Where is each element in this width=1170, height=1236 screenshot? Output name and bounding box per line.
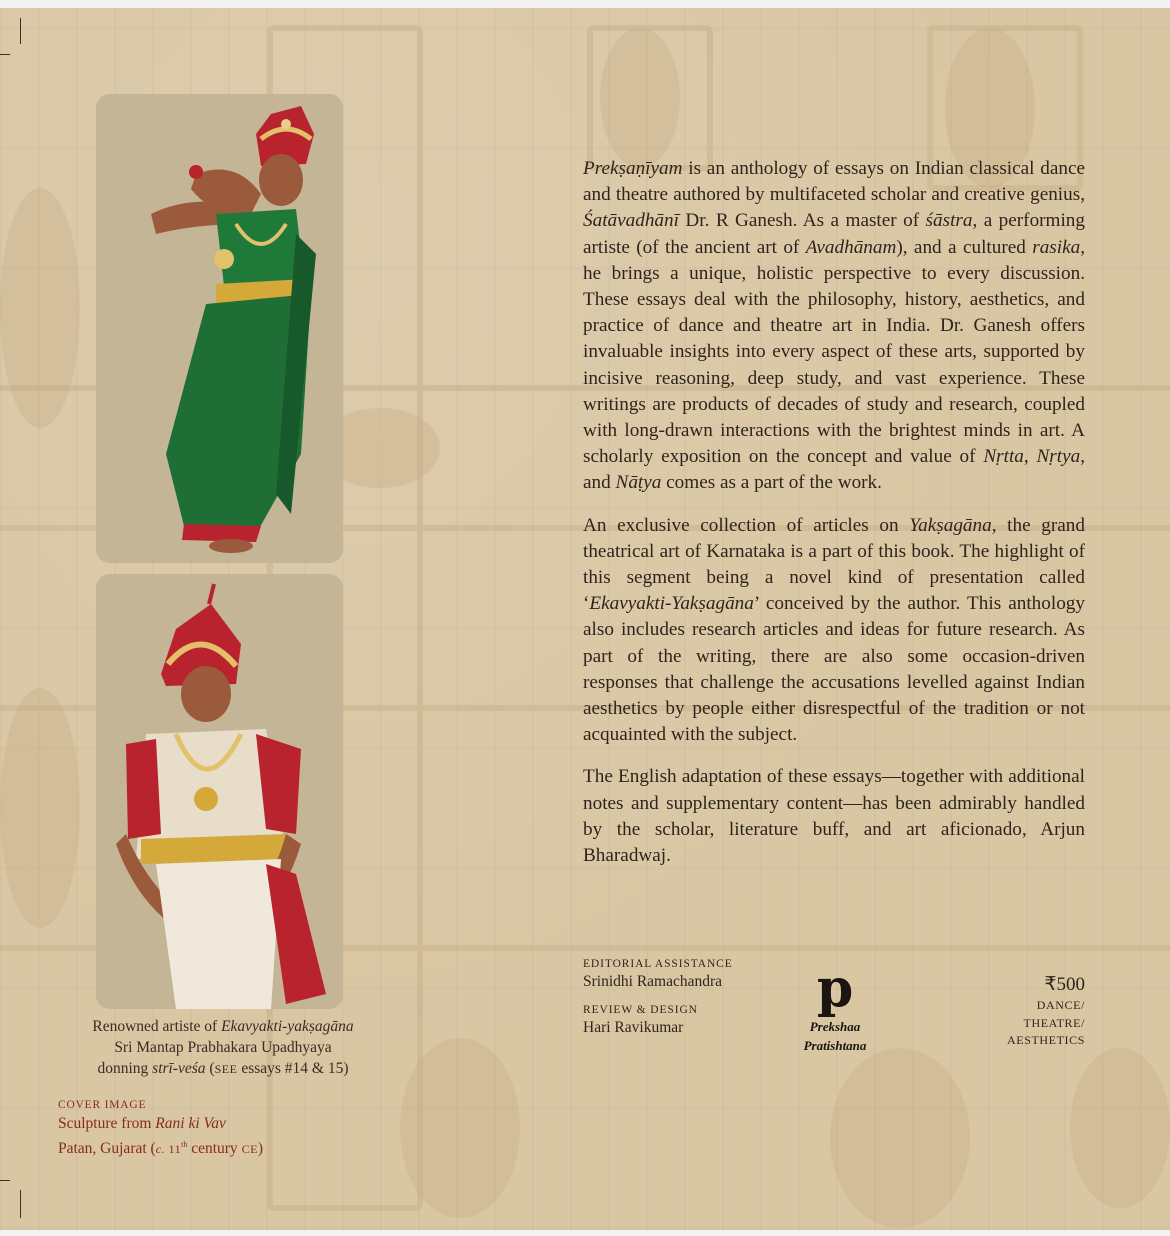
blurb-italic: Nṛtya bbox=[1036, 446, 1081, 468]
book-back-cover bbox=[0, 8, 1170, 1230]
category-line-3: AESTHETICS bbox=[1007, 1033, 1085, 1047]
caption-text: ( bbox=[205, 1060, 215, 1077]
cover-image-label: COVER IMAGE bbox=[58, 1099, 147, 1111]
cover-text: ) bbox=[257, 1140, 264, 1158]
cover-text: century bbox=[187, 1140, 242, 1158]
blurb-italic: Nāṭya bbox=[615, 472, 662, 494]
dancer-green-costume-photo bbox=[96, 94, 343, 563]
editorial-assistance-name: Srinidhi Ramachandra bbox=[583, 973, 723, 990]
caption-smallcaps: SEE bbox=[214, 1062, 238, 1076]
blurb-text: is an anthology of essays on Indian classical dance and theatre authored by multifaceted scholar and creative genius, bbox=[583, 158, 1085, 206]
price: ₹500 bbox=[1044, 974, 1085, 995]
blurb-italic: śāstra bbox=[925, 210, 973, 232]
cover-image-line-1 bbox=[58, 1113, 378, 1134]
blurb-text: ), and a cultured bbox=[896, 236, 1033, 258]
category-line-1: DANCE/ bbox=[1036, 998, 1085, 1012]
blurb-italic: Nṛtta bbox=[983, 446, 1024, 468]
book-title-italic: Prekṣaṇīyam bbox=[583, 158, 683, 179]
blurb-paragraph-1 bbox=[583, 156, 1085, 497]
blurb-text: ’ conceived by the author. This anthology also includes research articles and ideas for future research. As part of the writing, there are also some occasion-driven responses that challenge the accusations levelled against Indian aesthetics by people either disrespectful of the tradition or not acquainted with the subject. bbox=[583, 593, 1085, 746]
publisher-logo bbox=[790, 958, 880, 1053]
price-block bbox=[955, 973, 1085, 1050]
cover-smallcaps: 11 bbox=[165, 1142, 182, 1157]
cover-image-line-2 bbox=[58, 1134, 378, 1160]
crop-mark-bottom-h bbox=[0, 1180, 10, 1181]
blurb-italic: rasika bbox=[1032, 236, 1081, 258]
blurb-italic: Yakṣagāna bbox=[909, 514, 992, 536]
blurb-italic: Avadhānam bbox=[805, 236, 897, 258]
crop-mark-bottom bbox=[20, 1190, 21, 1218]
review-design-label: REVIEW & DESIGN bbox=[583, 1004, 698, 1016]
blurb-text: , and bbox=[583, 446, 1086, 494]
blurb-italic: Śatāvadhānī bbox=[583, 210, 679, 232]
blurb-italic: Ekavyakti-Yakṣagāna bbox=[589, 593, 754, 615]
cover-text: Patan, Gujarat ( bbox=[58, 1140, 156, 1158]
caption-line-3 bbox=[70, 1058, 376, 1080]
cover-smallcaps: c. bbox=[155, 1142, 166, 1157]
blurb-text: comes as a part of the work. bbox=[661, 472, 882, 494]
blurb bbox=[583, 156, 1085, 885]
cover-italic: Rani ki Vav bbox=[155, 1115, 226, 1132]
credits bbox=[583, 956, 773, 1048]
blurb-text: Dr. R Ganesh. As a master of bbox=[678, 210, 926, 232]
caption-italic: strī-veśa bbox=[152, 1060, 206, 1077]
blurb-text: , a performing artiste (of the ancient art of bbox=[583, 210, 1085, 258]
caption-line-2: Sri Mantap Prabhakara Upadhyaya bbox=[114, 1039, 332, 1056]
crop-mark-top bbox=[20, 18, 21, 44]
caption-line-1 bbox=[70, 1016, 376, 1037]
cover-text: Sculpture from bbox=[58, 1115, 156, 1132]
dancer-red-costume-photo bbox=[96, 574, 343, 1009]
blurb-text: , he brings a unique, holistic perspective to every discussion. These essays deal with the philosophy, history, aesthetics, and practice of dance and theatre art in India. Dr. Ganesh offers invaluable insights into every aspect of these arts, supported by incisive reasoning, deep study, and vast experience. These writings are products of decades of study and research, coupled with long-drawn interactions with the brightest minds in art. A scholarly exposition on the concept and value of bbox=[583, 236, 1085, 468]
caption-text: Renowned artiste of bbox=[92, 1018, 222, 1035]
blurb-paragraph-2 bbox=[583, 513, 1085, 749]
publisher-name-line-1: Prekshaa bbox=[809, 1019, 861, 1034]
cover-smallcaps: CE bbox=[241, 1142, 258, 1157]
crop-mark-top-h bbox=[0, 54, 10, 55]
review-design-name: Hari Ravikumar bbox=[583, 1019, 684, 1036]
blurb-paragraph-3: The English adaptation of these essays—together with additional notes and supplementary content—has been admirably handled by the scholar, literature buff, and art aficionado, Arjun Bharadwaj. bbox=[583, 766, 1085, 867]
caption-text: donning bbox=[97, 1060, 153, 1077]
category-line-2: THEATRE/ bbox=[1023, 1015, 1085, 1030]
publisher-logo-mark: p bbox=[816, 958, 854, 1019]
blurb-text: , bbox=[1023, 446, 1037, 468]
photo-caption bbox=[70, 1016, 376, 1080]
publisher-name-line-2: Pratishtana bbox=[803, 1038, 867, 1053]
caption-italic: Ekavyakti-yakṣagāna bbox=[221, 1018, 354, 1035]
cover-superscript: th bbox=[181, 1140, 188, 1149]
cover-image-credit bbox=[58, 1097, 378, 1160]
blurb-text: , the grand theatrical art of Karnataka is a part of this book. The highlight of this segment being a novel kind of presentation called ‘ bbox=[583, 514, 1085, 615]
blurb-text: An exclusive collection of articles on bbox=[583, 514, 910, 536]
caption-text: essays #14 & 15) bbox=[237, 1060, 349, 1077]
editorial-assistance-label: EDITORIAL ASSISTANCE bbox=[583, 958, 733, 970]
